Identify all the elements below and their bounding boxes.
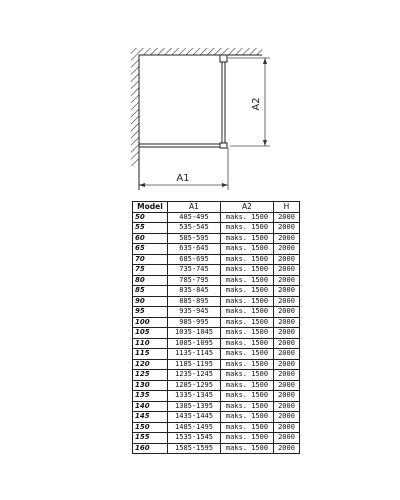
model-cell: 50 (133, 212, 168, 223)
a2-cell: maks. 1500 (221, 422, 274, 433)
a2-cell: maks. 1500 (221, 265, 274, 276)
model-cell: 65 (133, 244, 168, 255)
model-cell: 145 (133, 412, 168, 423)
a1-cell: 1335-1345 (168, 391, 221, 402)
a1-cell: 635-645 (168, 244, 221, 255)
a2-cell: maks. 1500 (221, 275, 274, 286)
h-cell: 2000 (274, 244, 300, 255)
table-row (133, 233, 300, 244)
h-cell: 2000 (274, 391, 300, 402)
a2-cell: maks. 1500 (221, 380, 274, 391)
a1-cell: 935-945 (168, 307, 221, 318)
model-cell: 130 (133, 380, 168, 391)
h-cell: 2000 (274, 338, 300, 349)
a2-arrow-top (263, 58, 267, 64)
h-cell: 2000 (274, 275, 300, 286)
dimension-table (132, 201, 300, 454)
a2-cell: maks. 1500 (221, 401, 274, 412)
a1-cell: 1135-1145 (168, 349, 221, 360)
model-cell: 60 (133, 233, 168, 244)
top-wall-hatch (139, 48, 262, 55)
h-cell: 2000 (274, 422, 300, 433)
h-cell: 2000 (274, 370, 300, 381)
a1-arrow-left (139, 183, 145, 187)
model-cell: 55 (133, 223, 168, 234)
header-model: Model (133, 202, 168, 213)
a1-cell: 1185-1195 (168, 359, 221, 370)
model-cell: 160 (133, 443, 168, 454)
model-cell: 70 (133, 254, 168, 265)
table-row (133, 212, 300, 223)
a2-cell: maks. 1500 (221, 433, 274, 444)
a1-cell: 885-895 (168, 296, 221, 307)
a2-cell: maks. 1500 (221, 286, 274, 297)
h-cell: 2000 (274, 233, 300, 244)
a1-cell: 1585-1595 (168, 443, 221, 454)
h-cell: 2000 (274, 286, 300, 297)
table-row (133, 254, 300, 265)
header-a2: A2 (221, 202, 274, 213)
model-cell: 100 (133, 317, 168, 328)
header-h: H (274, 202, 300, 213)
table-row (133, 275, 300, 286)
h-cell: 2000 (274, 401, 300, 412)
table-row (133, 422, 300, 433)
h-cell: 2000 (274, 380, 300, 391)
model-cell: 90 (133, 296, 168, 307)
h-cell: 2000 (274, 223, 300, 234)
a2-cell: maks. 1500 (221, 307, 274, 318)
a1-dimension-label: A1 (176, 173, 190, 184)
a2-cell: maks. 1500 (221, 233, 274, 244)
table-row (133, 296, 300, 307)
h-cell: 2000 (274, 265, 300, 276)
h-cell: 2000 (274, 412, 300, 423)
a2-cell: maks. 1500 (221, 317, 274, 328)
table-row (133, 380, 300, 391)
a1-cell: 785-795 (168, 275, 221, 286)
a1-cell: 1035-1045 (168, 328, 221, 339)
h-cell: 2000 (274, 328, 300, 339)
a2-cell: maks. 1500 (221, 244, 274, 255)
h-cell: 2000 (274, 443, 300, 454)
a2-cell: maks. 1500 (221, 412, 274, 423)
model-cell: 120 (133, 359, 168, 370)
model-cell: 140 (133, 401, 168, 412)
a1-cell: 1285-1295 (168, 380, 221, 391)
model-cell: 95 (133, 307, 168, 318)
h-cell: 2000 (274, 433, 300, 444)
a1-cell: 1385-1395 (168, 401, 221, 412)
shower-wall-diagram (0, 0, 400, 195)
a2-cell: maks. 1500 (221, 212, 274, 223)
a1-cell: 1235-1245 (168, 370, 221, 381)
h-cell: 2000 (274, 307, 300, 318)
a1-cell: 685-695 (168, 254, 221, 265)
table-row (133, 328, 300, 339)
table-body (133, 212, 300, 454)
a1-cell: 535-545 (168, 223, 221, 234)
model-cell: 155 (133, 433, 168, 444)
h-cell: 2000 (274, 212, 300, 223)
h-cell: 2000 (274, 296, 300, 307)
a1-cell: 1535-1545 (168, 433, 221, 444)
model-cell: 105 (133, 328, 168, 339)
glass-panel (139, 144, 225, 147)
table-row (133, 317, 300, 328)
a2-dimension-label: A2 (251, 97, 262, 111)
table-row (133, 443, 300, 454)
table-row (133, 338, 300, 349)
a2-cell: maks. 1500 (221, 338, 274, 349)
table-header-row (133, 202, 300, 213)
left-wall-hatch (131, 48, 139, 166)
panel-end-clamp (220, 143, 227, 148)
model-cell: 80 (133, 275, 168, 286)
a2-cell: maks. 1500 (221, 391, 274, 402)
table-row (133, 286, 300, 297)
h-cell: 2000 (274, 254, 300, 265)
a1-cell: 835-845 (168, 286, 221, 297)
table-row (133, 349, 300, 360)
a2-cell: maks. 1500 (221, 254, 274, 265)
h-cell: 2000 (274, 317, 300, 328)
a2-cell: maks. 1500 (221, 349, 274, 360)
a2-cell: maks. 1500 (221, 296, 274, 307)
table-row (133, 391, 300, 402)
model-cell: 75 (133, 265, 168, 276)
table-row (133, 244, 300, 255)
model-cell: 115 (133, 349, 168, 360)
model-cell: 125 (133, 370, 168, 381)
model-cell: 110 (133, 338, 168, 349)
a1-cell: 735-745 (168, 265, 221, 276)
model-cell: 85 (133, 286, 168, 297)
a1-cell: 1085-1095 (168, 338, 221, 349)
a1-cell: 485-495 (168, 212, 221, 223)
table-row (133, 370, 300, 381)
table-row (133, 433, 300, 444)
a1-cell: 1485-1495 (168, 422, 221, 433)
table-row (133, 265, 300, 276)
a1-arrow-right (222, 183, 228, 187)
a2-cell: maks. 1500 (221, 370, 274, 381)
support-bar-top-clamp (220, 55, 227, 62)
table-row (133, 401, 300, 412)
table-row (133, 223, 300, 234)
model-cell: 135 (133, 391, 168, 402)
h-cell: 2000 (274, 359, 300, 370)
a1-cell: 585-595 (168, 233, 221, 244)
a1-cell: 1435-1445 (168, 412, 221, 423)
a2-cell: maks. 1500 (221, 443, 274, 454)
a2-cell: maks. 1500 (221, 328, 274, 339)
a1-cell: 985-995 (168, 317, 221, 328)
model-cell: 150 (133, 422, 168, 433)
h-cell: 2000 (274, 349, 300, 360)
a2-arrow-bottom (263, 140, 267, 146)
header-a1: A1 (168, 202, 221, 213)
table-row (133, 412, 300, 423)
a2-cell: maks. 1500 (221, 359, 274, 370)
table-row (133, 359, 300, 370)
a2-cell: maks. 1500 (221, 223, 274, 234)
table-row (133, 307, 300, 318)
